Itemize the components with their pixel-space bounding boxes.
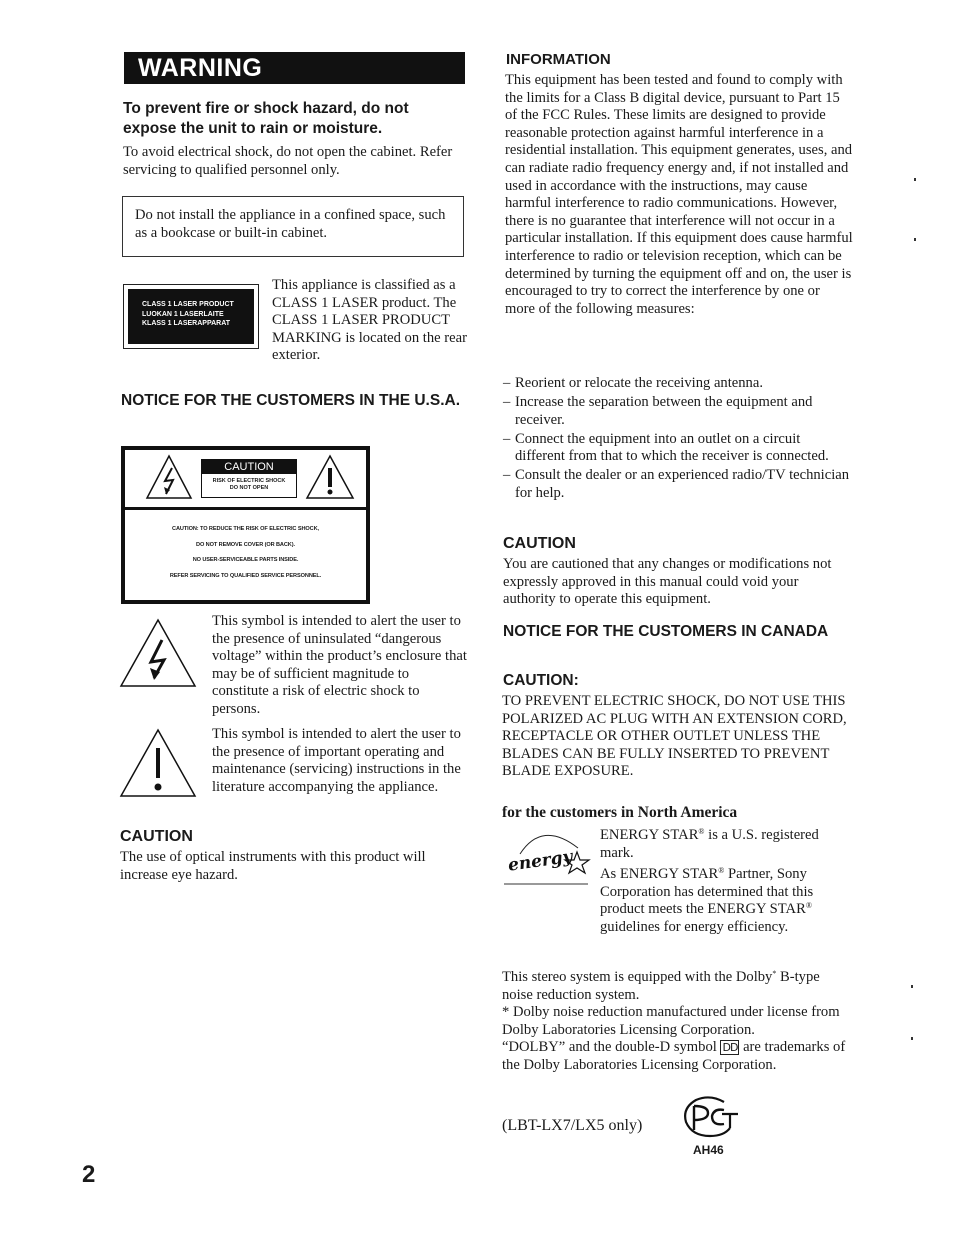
dangerous-voltage-icon	[118, 618, 198, 690]
modifications-caution-heading: CAUTION	[503, 535, 576, 552]
exclamation-symbol-icon	[118, 728, 198, 800]
fcc-information-text: This equipment has been tested and found to comply with the limits for a Class B digital device, pursuant to Part 15 of the FCC Rules. These limits are designed to provide reasonable protection against harmful interference in a residential installation. This equipment generates, uses, and can radiate radio frequency energy and, if not installed and used in accordance with the instructions, may cause harmful interference to radio communications. However, there is no guarantee that interference will not occur in a particular installation. If this equipment does cause harmful interference to radio or television reception, which can be determined by turning the equipment off and on, the user is encouraged to try to correct the interference by one or more of the following measures:	[505, 72, 853, 317]
voltage-symbol-text: This symbol is intended to alert the user to the presence of uninsulated “dangerous voltage” within the product’s enclosure that may be of sufficient magnitude to constitute a risk of electric shock to persons.	[212, 613, 467, 717]
caution-panel-text	[125, 510, 366, 584]
list-item: – Reorient or relocate the receiving antenna.	[503, 375, 853, 393]
exclamation-symbol-text: This symbol is intended to alert the user to the presence of important operating and maintenance (servicing) instructions in the literature accompanying the appliance.	[212, 726, 461, 795]
caution-mini-line: RISK OF ELECTRIC SHOCK	[212, 478, 286, 484]
fire-hazard-heading: To prevent fire or shock hazard, do not expose the unit to rain or moisture.	[123, 100, 409, 137]
dolby-text: This stereo system is equipped with the Dolby	[502, 969, 773, 985]
caution-label-panel	[121, 446, 370, 604]
north-america-heading: for the customers in North America	[502, 804, 738, 821]
caution-mini-label	[201, 459, 297, 498]
model-note: (LBT-LX7/LX5 only)	[502, 1117, 643, 1134]
information-heading: INFORMATION	[506, 51, 611, 68]
caution-panel-line: CAUTION: TO REDUCE THE RISK OF ELECTRIC SHOCK,	[172, 526, 319, 532]
polarized-plug-text: TO PREVENT ELECTRIC SHOCK, DO NOT USE THIS POLARIZED AC PLUG WITH AN EXTENSION CORD, RECEPTACLE OR OTHER OUTLET UNLESS THE BLADES CAN BE FULLY INSERTED TO PREVENT BLADE EXPOSURE.	[502, 693, 847, 780]
laser-label-line: CLASS 1 LASER PRODUCT	[142, 301, 234, 308]
dolby-trademark-paragraph	[502, 1039, 852, 1074]
caution-mini-title: CAUTION	[202, 460, 296, 474]
caution-panel-line: REFER SERVICING TO QUALIFIED SERVICE PERSONNEL.	[169, 572, 322, 579]
energy-star-name: ENERGY STAR	[600, 827, 699, 843]
dolby-license-text: * Dolby noise reduction manufactured under license from Dolby Laboratories Licensing Corporation.	[502, 1004, 840, 1038]
list-item: – Increase the separation between the equipment and receiver.	[503, 394, 853, 429]
optical-caution-heading: CAUTION	[120, 828, 193, 845]
double-d-icon: DD	[722, 1041, 738, 1055]
energy-star-registered-text	[600, 827, 850, 862]
caution-panel-line: DO NOT REMOVE COVER (OR BACK).	[196, 541, 295, 548]
scan-mark	[914, 238, 916, 241]
energy-text: Partner, Sony Corporation has determined that this product meets the ENERGY STAR	[600, 866, 814, 918]
canada-caution-heading: CAUTION:	[503, 672, 579, 689]
dolby-text: “DOLBY” and the double-D symbol	[502, 1039, 717, 1056]
list-item: – Consult the dealer or an experienced radio/TV technician for help.	[503, 467, 853, 502]
modifications-caution-text: You are cautioned that any changes or modifications not expressly approved in this manual could void your authority to operate this equipment.	[503, 556, 832, 608]
footnote-star: *	[772, 969, 777, 978]
document-code: AH46	[693, 1143, 724, 1157]
measures-list	[503, 375, 853, 504]
energy-text: guidelines for energy efficiency.	[600, 918, 789, 935]
caution-mini-sub	[202, 474, 296, 492]
shock-paragraph: To avoid electrical shock, do not open the cabinet. Refer servicing to qualified personnel only.	[123, 144, 453, 178]
energy-logo-text: energy	[506, 846, 574, 876]
laser-class-paragraph: This appliance is classified as a CLASS 1 LASER product. The CLASS 1 LASER PRODUCT MARKING is located on the rear exterior.	[272, 277, 467, 364]
registered-mark: ®	[805, 901, 812, 911]
laser-product-label	[123, 284, 259, 349]
confined-space-box	[122, 196, 464, 257]
scan-mark	[911, 1037, 913, 1040]
caution-panel-line: NO USER-SERVICEABLE PARTS INSIDE.	[192, 557, 299, 563]
energy-text: As ENERGY STAR	[600, 866, 719, 882]
registered-mark: ®	[718, 866, 725, 875]
dolby-paragraph	[502, 969, 852, 1004]
scan-mark	[914, 178, 916, 181]
caution-panel-top	[125, 450, 366, 510]
laser-label-line: KLASS 1 LASERAPPARAT	[142, 320, 231, 327]
canada-notice-heading: NOTICE FOR THE CUSTOMERS IN CANADA	[503, 623, 829, 640]
caution-mini-line: DO NOT OPEN	[229, 485, 269, 491]
dolby-notice	[502, 969, 852, 1075]
optical-caution-text: The use of optical instruments with this product will increase eye hazard.	[120, 849, 426, 883]
energy-star-partner-text	[600, 866, 850, 936]
usa-notice-heading: NOTICE FOR THE CUSTOMERS IN THE U.S.A.	[121, 392, 461, 409]
dolby-text: are trademarks of the Dolby Laboratories Licensing Corporation.	[502, 1039, 846, 1073]
energy-star-logo	[502, 826, 594, 886]
laser-label-plate	[128, 289, 254, 344]
registered-mark: ®	[698, 827, 705, 836]
dolby-text: B-type noise reduction system.	[502, 969, 820, 1003]
pct-certification-logo	[678, 1094, 742, 1138]
confined-space-text: Do not install the appliance in a confined space, such as a bookcase or built-in cabinet.	[135, 207, 446, 241]
list-item: – Connect the equipment into an outlet on a circuit different from that to which the receiver is connected.	[503, 431, 853, 466]
page-number: 2	[82, 1161, 96, 1188]
energy-text: is a U.S. registered mark.	[600, 827, 819, 861]
lightning-warning-icon	[145, 454, 193, 500]
exclamation-warning-icon	[305, 454, 355, 500]
warning-banner: WARNING	[124, 52, 465, 84]
scan-mark	[911, 985, 913, 988]
laser-label-line: LUOKAN 1 LASERLAITE	[142, 310, 224, 318]
